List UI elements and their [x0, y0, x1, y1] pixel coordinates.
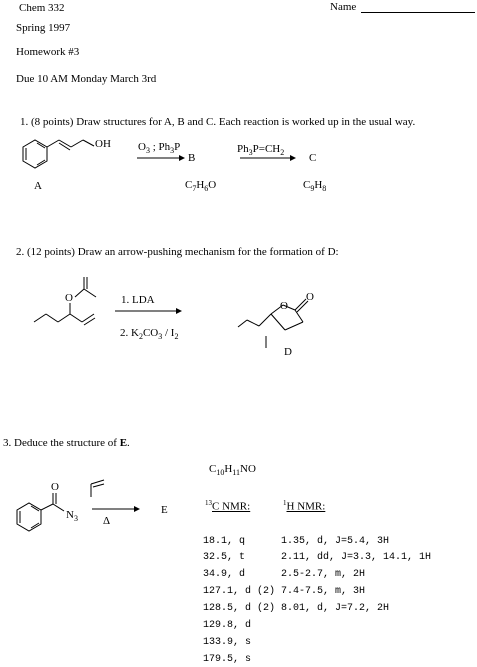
due-date: Due 10 AM Monday March 3rd	[16, 73, 157, 85]
q2-prompt: 2. (12 points) Draw an arrow-pushing mechanism for the formation of D:	[16, 246, 339, 258]
c13-peak: 128.5, d (2)	[203, 603, 276, 614]
h1-peak: 7.4-7.5, m, 3H	[281, 586, 366, 597]
azide-label: $N_3$	[66, 509, 78, 524]
formula-c: $C_9H_8$	[303, 179, 327, 194]
c13-peak: 32.5, t	[203, 552, 246, 563]
c13-peak: 34.9, d	[203, 569, 246, 580]
product-c-label: C	[309, 152, 317, 164]
h1-peak: 1.35, d, J=5.4, 3H	[281, 536, 390, 547]
product-d-label: D	[284, 346, 292, 358]
lactone-d-structure	[238, 299, 308, 348]
compound-a-label: A	[34, 180, 42, 192]
heat-symbol: Δ	[103, 515, 111, 527]
c13-peak: 127.1, d (2)	[203, 586, 276, 597]
term: Spring 1997	[16, 22, 71, 34]
course-title: Chem 332	[19, 2, 65, 14]
reagent-wittig: $Ph_3P=CH_2$	[237, 143, 285, 158]
product-b-label: B	[188, 152, 196, 164]
oh-label: OH	[95, 138, 111, 150]
product-e-label: E	[161, 504, 168, 516]
h1-nmr-header: $^1$H NMR:	[283, 499, 326, 513]
c13-nmr-header: $^{13}$C NMR:	[205, 499, 251, 513]
c13-peak: 18.1, q	[203, 536, 246, 547]
h1-peak: 8.01, d, J=7.2, 2H	[281, 603, 390, 614]
carbonyl-oxygen-q3: O	[51, 481, 59, 493]
name-label: Name	[330, 1, 357, 13]
h1-peak: 2.5-2.7, m, 2H	[281, 569, 366, 580]
c13-peak: 179.5, s	[203, 654, 252, 665]
formula-b: $C_7H_6O$	[185, 179, 217, 194]
carbonyl-oxygen-label: O	[306, 291, 314, 303]
benzoyl-azide-structure	[17, 493, 64, 531]
c13-peak: 129.8, d	[203, 620, 252, 631]
q1-prompt: 1. (8 points) Draw structures for A, B and C. Each reaction is worked up in the usual way.	[20, 116, 416, 128]
reagent-ozone: $O_3$ ; $Ph_3P$	[138, 141, 181, 156]
ring-oxygen-label: O	[280, 300, 288, 312]
cinnamyl-alcohol-structure	[23, 140, 94, 168]
assignment-title: Homework #3	[16, 46, 80, 58]
reagent-lda: 1. LDA	[121, 294, 155, 306]
formula-e: $C_{10}H_{11}NO$	[209, 463, 256, 478]
q3-prompt: 3. Deduce the structure of E.	[3, 437, 130, 449]
c13-peak: 133.9, s	[203, 637, 252, 648]
ester-oxygen-label: O	[65, 292, 73, 304]
h1-peak: 2.11, dd, J=3.3, 14.1, 1H	[281, 552, 432, 563]
propene-structure	[91, 480, 104, 497]
reagent-iodolactonization: 2. $K_2CO_3 / I_2$	[120, 327, 179, 342]
